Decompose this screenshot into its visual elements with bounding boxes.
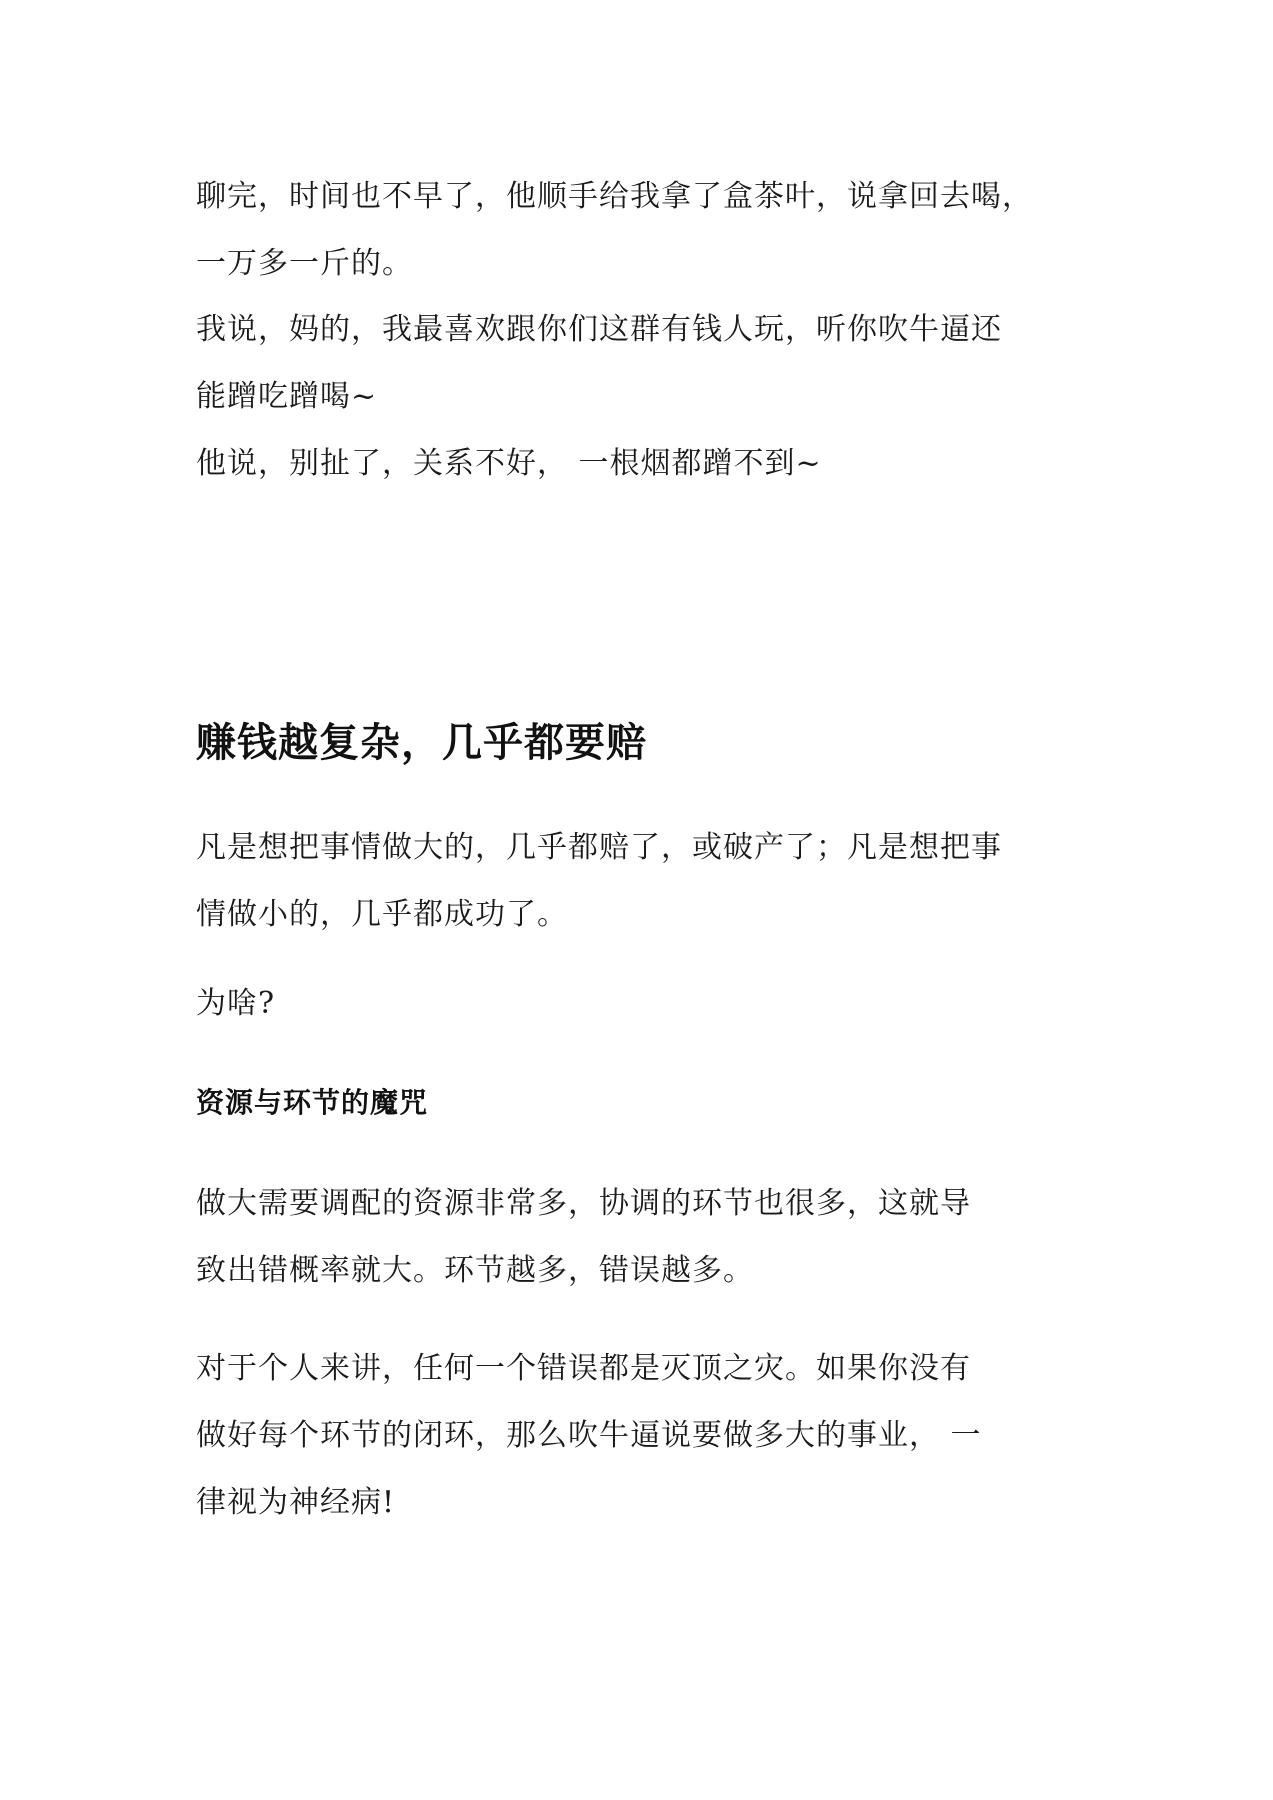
paragraph-resources	[196, 1170, 1096, 1304]
paragraph-big-vs-small	[196, 814, 1096, 948]
text-line: 为啥?	[196, 986, 276, 1021]
paragraph-tea-gift	[196, 163, 1096, 297]
text-line: 聊完，时间也不早了，他顺手给我拿了盒茶叶，说拿回去喝，	[196, 179, 1033, 214]
paragraph-why	[196, 970, 1096, 1037]
text-line: 律视为神经病!	[196, 1485, 396, 1520]
text-line: 做好每个环节的闭环，那么吹牛逼说要做多大的事业， 一	[196, 1418, 982, 1453]
text-line: 能蹭吃蹭喝~	[196, 379, 378, 414]
text-line: 对于个人来讲，任何一个错误都是灭顶之灾。如果你没有	[196, 1351, 971, 1386]
text-line: 做大需要调配的资源非常多，协调的环节也很多，这就导	[196, 1186, 971, 1221]
text-line: 他说，别扯了，关系不好， 一根烟都蹭不到~	[196, 446, 822, 481]
subheading: 资源与环节的魔咒	[196, 1086, 429, 1119]
text-line: 致出错概率就大。环节越多，错误越多。	[196, 1253, 754, 1288]
text-line: 一万多一斤的。	[196, 246, 413, 281]
text-line: 凡是想把事情做大的，几乎都赔了，或破产了；凡是想把事	[196, 830, 1002, 865]
paragraph-cigarette	[196, 430, 1096, 497]
text-line: 我说，妈的，我最喜欢跟你们这群有钱人玩，听你吹牛逼还	[196, 312, 1002, 347]
paragraph-personal-risk	[196, 1335, 1096, 1536]
paragraph-rich-people	[196, 296, 1096, 430]
text-line: 情做小的，几乎都成功了。	[196, 897, 568, 932]
section-heading: 赚钱越复杂，几乎都要赔	[196, 720, 647, 766]
